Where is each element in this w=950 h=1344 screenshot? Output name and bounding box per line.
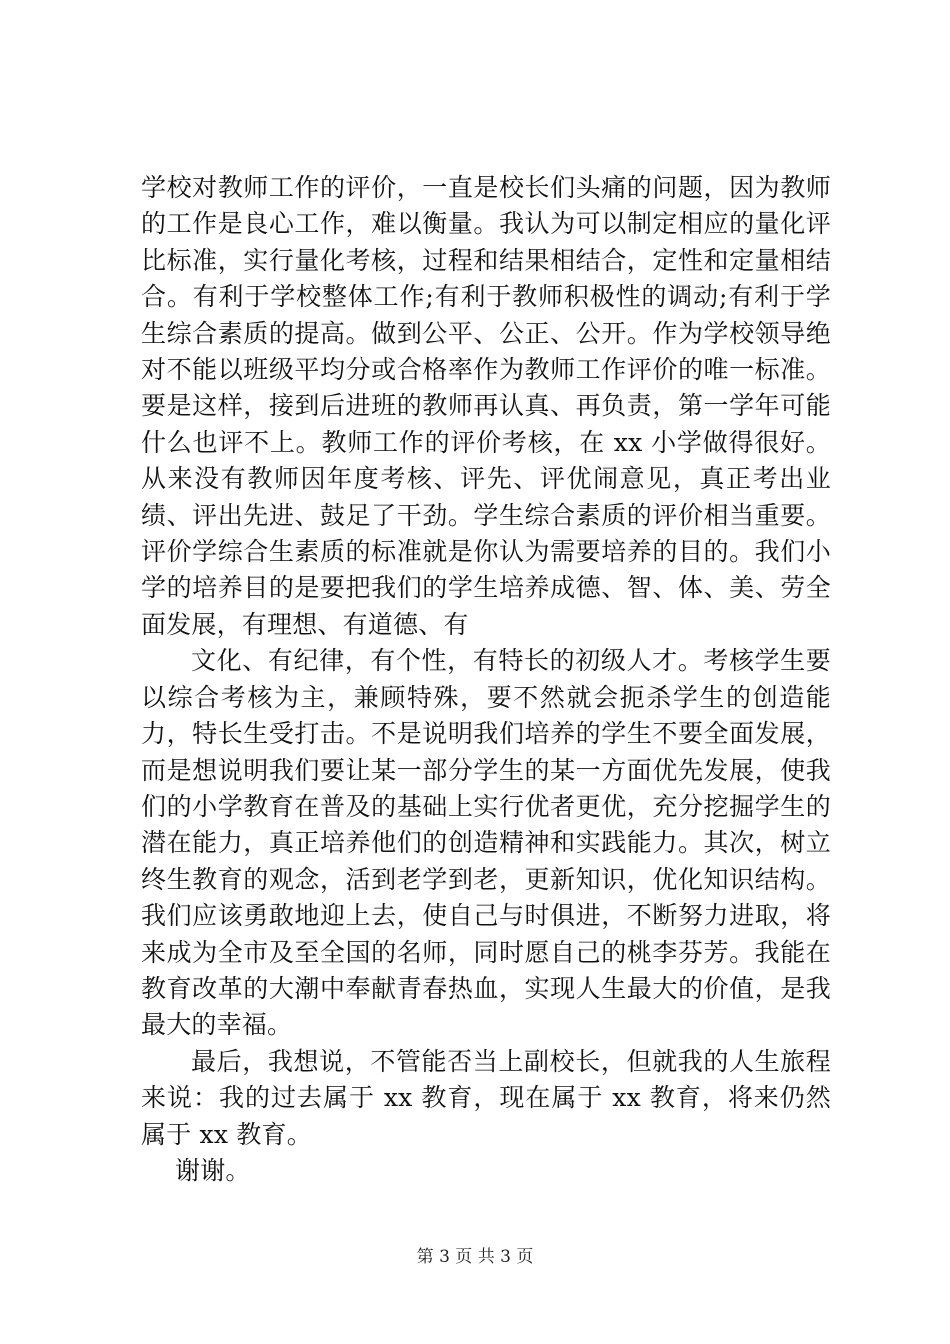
paragraph-thanks: 谢谢。 — [175, 1155, 251, 1185]
document-body — [141, 170, 831, 1189]
paragraph-evaluation: 学校对教师工作的评价，一直是校长们头痛的问题，因为教师的工作是良心工作，难以衡量。我认为可以制定相应的量化评比标准，实行量化考核，过程和结果相结合，定性和定量相结合。有利于学校整体工作;有利于教师积极性的调动;有利于学生综合素质的提高。做到公平、公正、公开。作为学校领导绝对不能以班级平均分或合格率作为教师工作评价的唯一标准。要是这样，接到后进班的教师再认真、再负责，第一学年可能什么也评不上。教师工作的评价考核，在 xx 小学做得很好。从来没有教师因年度考核、评先、评优闹意见，真正考出业绩、评出先进、鼓足了干劲。学生综合素质的评价相当重要。评价学综合生素质的标准就是你认为需要培养的目的。我们小学的培养目的是要把我们的学生培养成德、智、体、美、劳全面发展，有理想、有道德、有 — [141, 173, 831, 639]
paragraph-closing: 最后，我想说，不管能否当上副校长，但就我的人生旅程来说：我的过去属于 xx 教育，现在属于 xx 教育，将来仍然属于 xx 教育。 — [141, 1046, 831, 1149]
page-number: 第 3 页 共 3 页 — [416, 1247, 534, 1267]
paragraph-talent: 文化、有纪律，有个性，有特长的初级人才。考核学生要以综合考核为主，兼顾特殊，要不然就会扼杀学生的创造能力，特长生受打击。不是说明我们培养的学生不要全面发展，而是想说明我们要让某一部分学生的某一方面优先发展，使我们的小学教育在普及的基础上实行优者更优，充分挖掘学生的潜在能力，真正培养他们的创造精神和实践能力。其次，树立终生教育的观念，活到老学到老，更新知识，优化知识结构。我们应该勇敢地迎上去，使自己与时俱进，不断努力进取，将来成为全市及至全国的名师，同时愿自己的桃李芬芳。我能在教育改革的大潮中奉献青春热血，实现人生最大的价值，是我最大的幸福。 — [141, 646, 831, 1040]
